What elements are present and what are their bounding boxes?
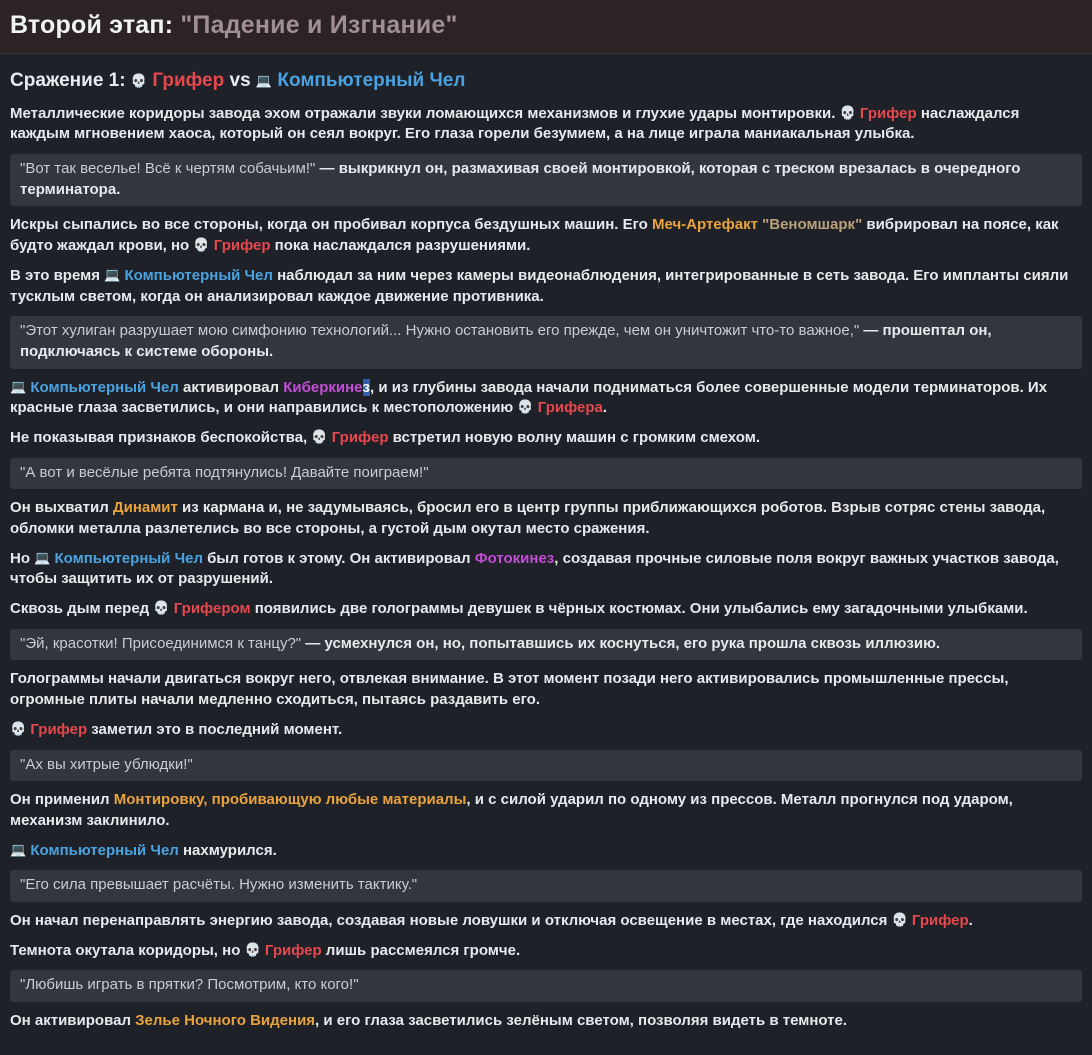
skull-icon <box>892 911 908 929</box>
computer-guy-name: Компьютерный Чел <box>54 549 203 567</box>
narrative-text: активировал <box>178 378 284 396</box>
narrative-text: пока наслаждался разрушениями. <box>270 237 531 255</box>
stage-title-quoted: "Падение и Изгнание" <box>180 11 458 39</box>
quote-line <box>10 458 1082 490</box>
stage-title-main: Второй этап: <box>10 11 174 39</box>
quote-speech: "Его сила превышает расчёты. Нужно изменить тактику." <box>20 876 418 894</box>
narrative-text: Он активировал <box>10 1012 136 1030</box>
grifer-name: Грифером <box>173 600 251 618</box>
narrative-text: Он начал перенаправлять энергию завода, создавая новые ловушки и отключая освещение в местах, где находился <box>10 911 892 929</box>
narrative-text: . <box>602 399 608 417</box>
fighter-1-name: Грифер <box>152 69 225 91</box>
grifer-name: Грифера <box>537 399 603 417</box>
skull-icon <box>10 720 26 738</box>
narrative-paragraph <box>10 266 1082 307</box>
narrative-text: наблюдал за ним через камеры видеонаблюдения, интегрированные в сеть завода. Его импланты сияли тусклым светом, когда он анализировал каждое движение противника. <box>10 266 1069 305</box>
skill-name: Фотокинез <box>474 549 555 567</box>
narrative-text: Искры сыпались во все стороны, когда он пробивал корпуса бездушных машин. Его <box>10 216 652 234</box>
computer-guy-name: Компьютерный Чел <box>30 378 179 396</box>
narrative-text: Но <box>10 549 35 567</box>
skull-icon <box>840 104 856 122</box>
quote-line <box>10 970 1082 1002</box>
narrative-text: из кармана и, не задумываясь, бросил его в центр группы приближающихся роботов. Взрыв сотряс стены завода, обломки металла разлетелись во все стороны, а густой дым окутал место сражения. <box>10 499 1046 538</box>
laptop-icon <box>10 378 26 396</box>
skull-icon <box>245 941 261 959</box>
battle-heading <box>10 68 1082 94</box>
narrative-text: , и его глаза засветились зелёным светом, позволяя видеть в темноте. <box>315 1012 848 1030</box>
narrative-paragraph <box>10 599 1082 620</box>
item-name: Динамит <box>112 499 178 517</box>
narrative-paragraph <box>10 1011 1082 1032</box>
quote-speech: "А вот и весёлые ребята подтянулись! Давайте поиграем!" <box>20 463 429 481</box>
narrative-paragraph <box>10 428 1082 449</box>
narrative-text: Металлические коридоры завода эхом отражали звуки ломающихся механизмов и глухие удары монтировки. <box>10 104 840 122</box>
quote-speech: "Эй, красотки! Присоединимся к танцу?" <box>20 634 302 652</box>
quote-tail: — прошептал он, подключаясь к системе обороны. <box>20 322 992 360</box>
quote-speech: "Ах вы хитрые ублюдки!" <box>20 755 193 773</box>
narrative-text: вибрировал на поясе, как будто жаждал крови, но <box>10 216 1059 255</box>
skull-icon <box>517 398 533 416</box>
narrative-text: встретил новую волну машин с громким смехом. <box>388 428 761 446</box>
narrative-text: нахмурился. <box>178 841 277 859</box>
vs-label: vs <box>229 69 251 91</box>
narrative-paragraph <box>10 669 1082 710</box>
battle-label: Сражение 1: <box>10 69 126 91</box>
narrative-paragraph <box>10 549 1082 590</box>
narrative-text: появились две голограммы девушек в чёрных костюмах. Они улыбались ему загадочными улыбками. <box>250 600 1028 618</box>
skull-icon <box>153 599 169 617</box>
narrative-text: Темнота окутала коридоры, но <box>10 941 245 959</box>
narrative-text: , и с силой ударил по одному из прессов. Металл прогнулся под ударом, механизм заклинило. <box>10 791 1013 829</box>
narrative-text: лишь рассмеялся громче. <box>321 941 521 959</box>
narrative-text: Не показывая признаков беспокойства, <box>10 428 312 446</box>
laptop-icon <box>104 266 120 284</box>
quote-speech: "Этот хулиган разрушает мою симфонию технологий... Нужно остановить его прежде, чем он уничтожит что-то важное," <box>20 322 860 340</box>
narrative-paragraph <box>10 911 1082 932</box>
grifer-name: Грифер <box>331 428 389 446</box>
grifer-name: Грифер <box>859 104 917 122</box>
quote-line <box>10 750 1082 782</box>
laptop-icon <box>256 72 272 90</box>
skill-name: Киберкинез <box>283 378 370 396</box>
computer-guy-name: Компьютерный Чел <box>30 841 179 859</box>
narrative-paragraph <box>10 790 1082 831</box>
story-body <box>0 68 1092 1032</box>
item-name: Монтировку, пробивающую любые материалы <box>113 791 467 809</box>
grifer-name: Грифер <box>30 720 88 738</box>
quote-line <box>10 154 1082 206</box>
quote-tail: — усмехнулся он, но, попытавшись их коснуться, его рука прошла сквозь иллюзию. <box>301 634 941 652</box>
narrative-paragraph <box>10 498 1082 539</box>
artifact-name: Меч-Артефакт <box>651 216 758 234</box>
skull-icon <box>131 72 147 90</box>
story-content <box>10 104 1082 1032</box>
grifer-name: Грифер <box>264 941 322 959</box>
narrative-text: Он выхватил <box>10 499 113 517</box>
text-selection[interactable]: з <box>362 378 370 396</box>
quote-line <box>10 316 1082 368</box>
artifact-nickname: "Веномшарк" <box>762 216 863 234</box>
item-name: Зелье Ночного Видения <box>135 1012 316 1030</box>
narrative-paragraph <box>10 104 1082 145</box>
computer-guy-name: Компьютерный Чел <box>124 266 273 284</box>
stage-title-bar <box>0 0 1092 54</box>
narrative-paragraph <box>10 215 1082 256</box>
quote-tail: — выкрикнул он, размахивая своей монтировкой, которая с треском врезалась в очередного терминатора. <box>20 160 1021 198</box>
narrative-paragraph <box>10 941 1082 962</box>
quote-line <box>10 629 1082 661</box>
narrative-text: был готов к этому. Он активировал <box>203 549 475 567</box>
narrative-text: Он применил <box>10 791 114 809</box>
quote-line <box>10 870 1082 902</box>
narrative-paragraph <box>10 720 1082 741</box>
grifer-name: Грифер <box>213 237 271 255</box>
narrative-paragraph <box>10 378 1082 419</box>
narrative-text: Голограммы начали двигаться вокруг него, отвлекая внимание. В этот момент позади него активировались промышленные прессы, огромные плиты начали медленно сходиться, пытаясь раздавить его. <box>10 670 1009 709</box>
narrative-text: В это время <box>10 266 105 284</box>
narrative-text: заметил это в последний момент. <box>87 720 343 738</box>
narrative-text: наслаждался каждым мгновением хаоса, который он сеял вокруг. Его глаза горели безумием, а на лице играла маниакальная улыбка. <box>10 104 1020 143</box>
grifer-name: Грифер <box>911 911 969 929</box>
quote-speech: "Любишь играть в прятки? Посмотрим, кто кого!" <box>20 976 359 994</box>
narrative-text: , и из глубины завода начали подниматься более совершенные модели терминаторов. Их красные глаза засветились, и они направились к местоположению <box>10 378 1048 417</box>
page-title <box>10 11 458 39</box>
narrative-text: Сквозь дым перед <box>10 600 154 618</box>
laptop-icon <box>10 841 26 859</box>
skull-icon <box>193 236 209 254</box>
quote-speech: "Вот так веселье! Всё к чертям собачьим!" <box>20 160 316 178</box>
narrative-text: . <box>968 911 973 929</box>
fighter-2-name: Компьютерный Чел <box>277 69 466 91</box>
narrative-paragraph <box>10 841 1082 862</box>
laptop-icon <box>34 549 50 567</box>
skull-icon <box>311 428 327 446</box>
narrative-text: , создавая прочные силовые поля вокруг важных участков завода, чтобы защитить их от разрушений. <box>10 549 1059 588</box>
